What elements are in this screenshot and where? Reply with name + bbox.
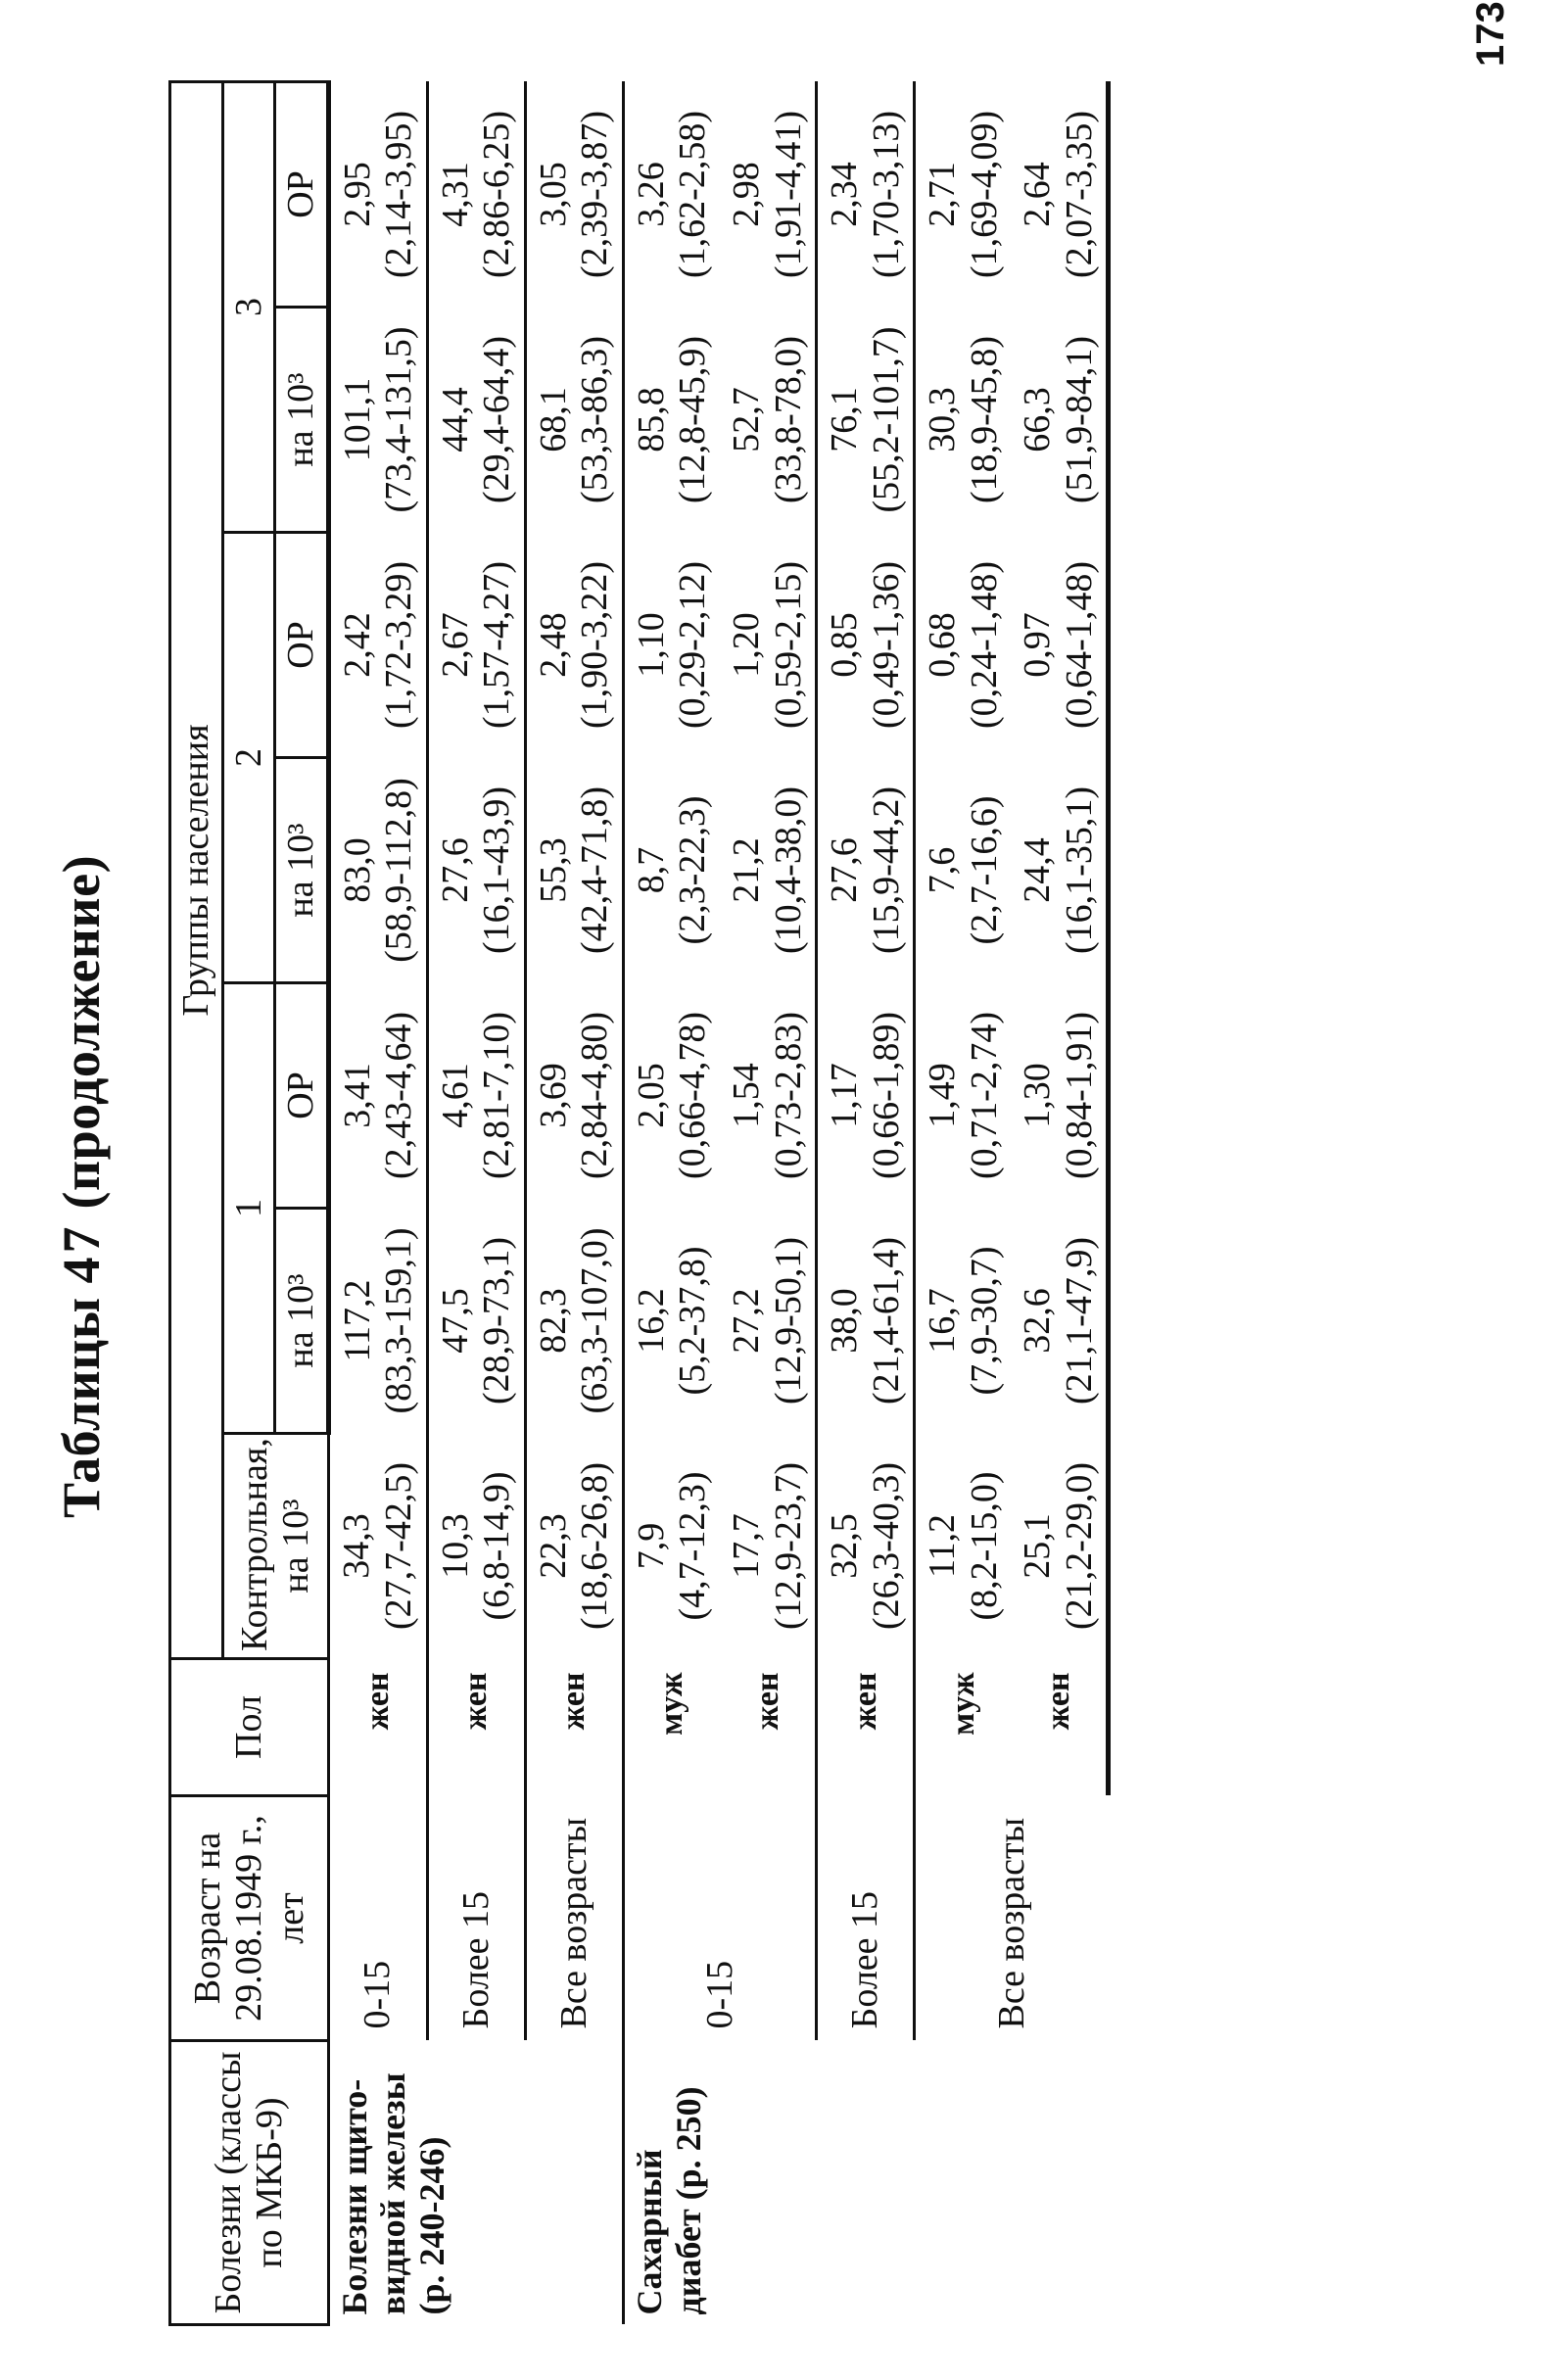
g3-rate-cell: 101,1 (73,4-131,5)	[336, 326, 420, 513]
g2-rate-cell: 55,3 (42,4-71,8)	[525, 758, 623, 983]
header-g2-rate: на 10³	[275, 758, 329, 983]
g1-or-cell: 1,17 (0,66-1,89)	[817, 983, 915, 1209]
table-row	[623, 81, 720, 2324]
g2-or-cell: 2,42 (1,72-3,29)	[336, 561, 420, 729]
header-g3-or: ОР	[275, 81, 329, 307]
header-g1-rate: на 10³	[275, 1209, 329, 1434]
g2-or-cell: 2,67 (1,57-4,27)	[427, 533, 525, 758]
g2-or-cell: 0,68 (0,24-1,48)	[915, 533, 1012, 758]
control-cell: 17,7 (12,9-23,7)	[726, 1462, 809, 1630]
g3-or-cell: 2,98 (1,91-4,41)	[726, 111, 809, 278]
caption-number: 47	[52, 1222, 111, 1284]
g3-rate-cell: 52,7 (33,8-78,0)	[726, 336, 809, 503]
age-cell: Все возрасты	[525, 1796, 623, 2041]
g1-or-cell: 1,54 (0,73-2,83)	[726, 1012, 809, 1179]
g3-or-cell: 2,64 (2,07-3,35)	[1011, 81, 1109, 307]
g2-or-cell: 0,85 (0,49-1,36)	[817, 533, 915, 758]
age-cell: Более 15	[817, 1796, 915, 2041]
disease-cell: Болезни щито-видной железы (р. 240-246)	[334, 2072, 451, 2315]
g1-rate-cell: 47,5 (28,9-73,1)	[427, 1209, 525, 1434]
page-number: 173	[1469, 1, 1512, 67]
g3-rate-cell: 76,1 (55,2-101,7)	[817, 308, 915, 533]
sex-cell: жен	[817, 1659, 915, 1796]
g2-or-cell: 1,10 (0,29-2,12)	[623, 533, 720, 758]
header-g3-rate: на 10³	[275, 308, 329, 533]
g1-rate-cell: 27,2 (12,9-50,1)	[726, 1237, 809, 1404]
g2-rate-cell: 21,2 (10,4-38,0)	[726, 786, 809, 954]
g3-rate-cell: 30,3 (18,9-45,8)	[915, 308, 1012, 533]
g1-rate-cell: 38,0 (21,4-61,4)	[817, 1209, 915, 1434]
control-cell: 32,5 (26,3-40,3)	[817, 1434, 915, 1659]
g2-rate-cell: 24,4 (16,1-35,1)	[1011, 758, 1109, 983]
sex-cell: муж	[915, 1659, 1012, 1796]
table-row	[328, 81, 427, 2324]
g3-rate-cell: 85,8 (12,8-45,9)	[623, 308, 720, 533]
table-row	[427, 81, 525, 2324]
caption-suffix: (продолжение)	[52, 854, 111, 1210]
g1-or-cell: 3,41 (2,43-4,64)	[336, 1012, 420, 1179]
header-diseases: Болезни (классы по МКБ-9)	[170, 2041, 329, 2325]
g2-or-cell: 0,97 (0,64-1,48)	[1011, 533, 1109, 758]
g1-rate-cell: 117,2 (83,3-159,1)	[336, 1227, 420, 1414]
g1-rate-cell: 16,2 (5,2-37,8)	[623, 1209, 720, 1434]
g2-rate-cell: 8,7 (2,3-22,3)	[623, 758, 720, 983]
control-cell: 22,3 (18,6-26,8)	[525, 1434, 623, 1659]
g1-or-cell: 3,69 (2,84-4,80)	[525, 983, 623, 1209]
table-caption	[51, 855, 112, 1518]
g2-rate-cell: 27,6 (16,1-43,9)	[427, 758, 525, 983]
control-cell: 11,2 (8,2-15,0)	[915, 1434, 1012, 1659]
g3-rate-cell: 68,1 (53,3-86,3)	[525, 308, 623, 533]
table-row	[817, 81, 915, 2324]
g3-or-cell: 4,31 (2,86-6,25)	[427, 81, 525, 307]
g1-rate-cell: 82,3 (63,3-107,0)	[525, 1209, 623, 1434]
data-table	[168, 80, 1111, 2326]
sex-cell: жен	[748, 1672, 785, 1731]
age-cell: 0-15	[623, 1796, 816, 2041]
g3-or-cell: 3,05 (2,39-3,87)	[525, 81, 623, 307]
g2-or-cell: 2,48 (1,90-3,22)	[525, 533, 623, 758]
header-g2-or: ОР	[275, 533, 329, 758]
disease-cell: Сахарный диабет (р. 250)	[623, 2041, 1108, 2325]
table-row	[525, 81, 623, 2324]
control-cell: 34,3 (27,7-42,5)	[336, 1462, 419, 1630]
g1-rate-cell: 32,6 (21,1-47,9)	[1011, 1209, 1109, 1434]
g3-or-cell: 3,26 (1,62-2,58)	[623, 81, 720, 307]
table-row	[915, 81, 1012, 2324]
age-cell: 0-15	[356, 1960, 399, 2029]
g2-rate-cell: 83,0 (58,9-112,8)	[336, 778, 420, 963]
control-cell: 7,9 (4,7-12,3)	[623, 1434, 720, 1659]
g3-or-cell: 2,34 (1,70-3,13)	[817, 81, 915, 307]
header-group-3: 3	[222, 81, 275, 532]
sex-cell: жен	[427, 1659, 525, 1796]
sex-cell: жен	[358, 1672, 396, 1731]
header-g1-or: ОР	[275, 983, 329, 1209]
g1-or-cell: 2,05 (0,66-4,78)	[623, 983, 720, 1209]
g3-or-cell: 2,95 (2,14-3,95)	[336, 111, 420, 278]
g1-or-cell: 1,30 (0,84-1,91)	[1011, 983, 1109, 1209]
g1-rate-cell: 16,7 (7,9-30,7)	[915, 1209, 1012, 1434]
header-age: Возраст на 29.08.1949 г., лет	[170, 1796, 329, 2041]
caption-prefix: Таблицы	[52, 1297, 111, 1518]
header-groups: Группы населения	[170, 81, 223, 1658]
header-sex: Пол	[170, 1659, 329, 1796]
sex-cell: муж	[623, 1659, 720, 1796]
sex-cell: жен	[525, 1659, 623, 1796]
sex-cell: жен	[1011, 1659, 1109, 1796]
age-cell: Более 15	[427, 1796, 525, 2041]
g2-rate-cell: 7,6 (2,7-16,6)	[915, 758, 1012, 983]
g1-or-cell: 4,61 (2,81-7,10)	[427, 983, 525, 1209]
g3-rate-cell: 44,4 (29,4-64,4)	[427, 308, 525, 533]
control-cell: 10,3 (6,8-14,9)	[427, 1434, 525, 1659]
header-group-2: 2	[222, 533, 275, 983]
g3-rate-cell: 66,3 (51,9-84,1)	[1011, 308, 1109, 533]
age-cell: Все возрасты	[915, 1796, 1109, 2041]
header-group-1: 1	[222, 983, 275, 1434]
g2-rate-cell: 27,6 (15,9-44,2)	[817, 758, 915, 983]
g3-or-cell: 2,71 (1,69-4,09)	[915, 81, 1012, 307]
header-control: Контрольная, на 10³	[222, 1434, 328, 1659]
control-cell: 25,1 (21,2-29,0)	[1011, 1434, 1109, 1659]
g2-or-cell: 1,20 (0,59-2,15)	[726, 561, 809, 729]
g1-or-cell: 1,49 (0,71-2,74)	[915, 983, 1012, 1209]
